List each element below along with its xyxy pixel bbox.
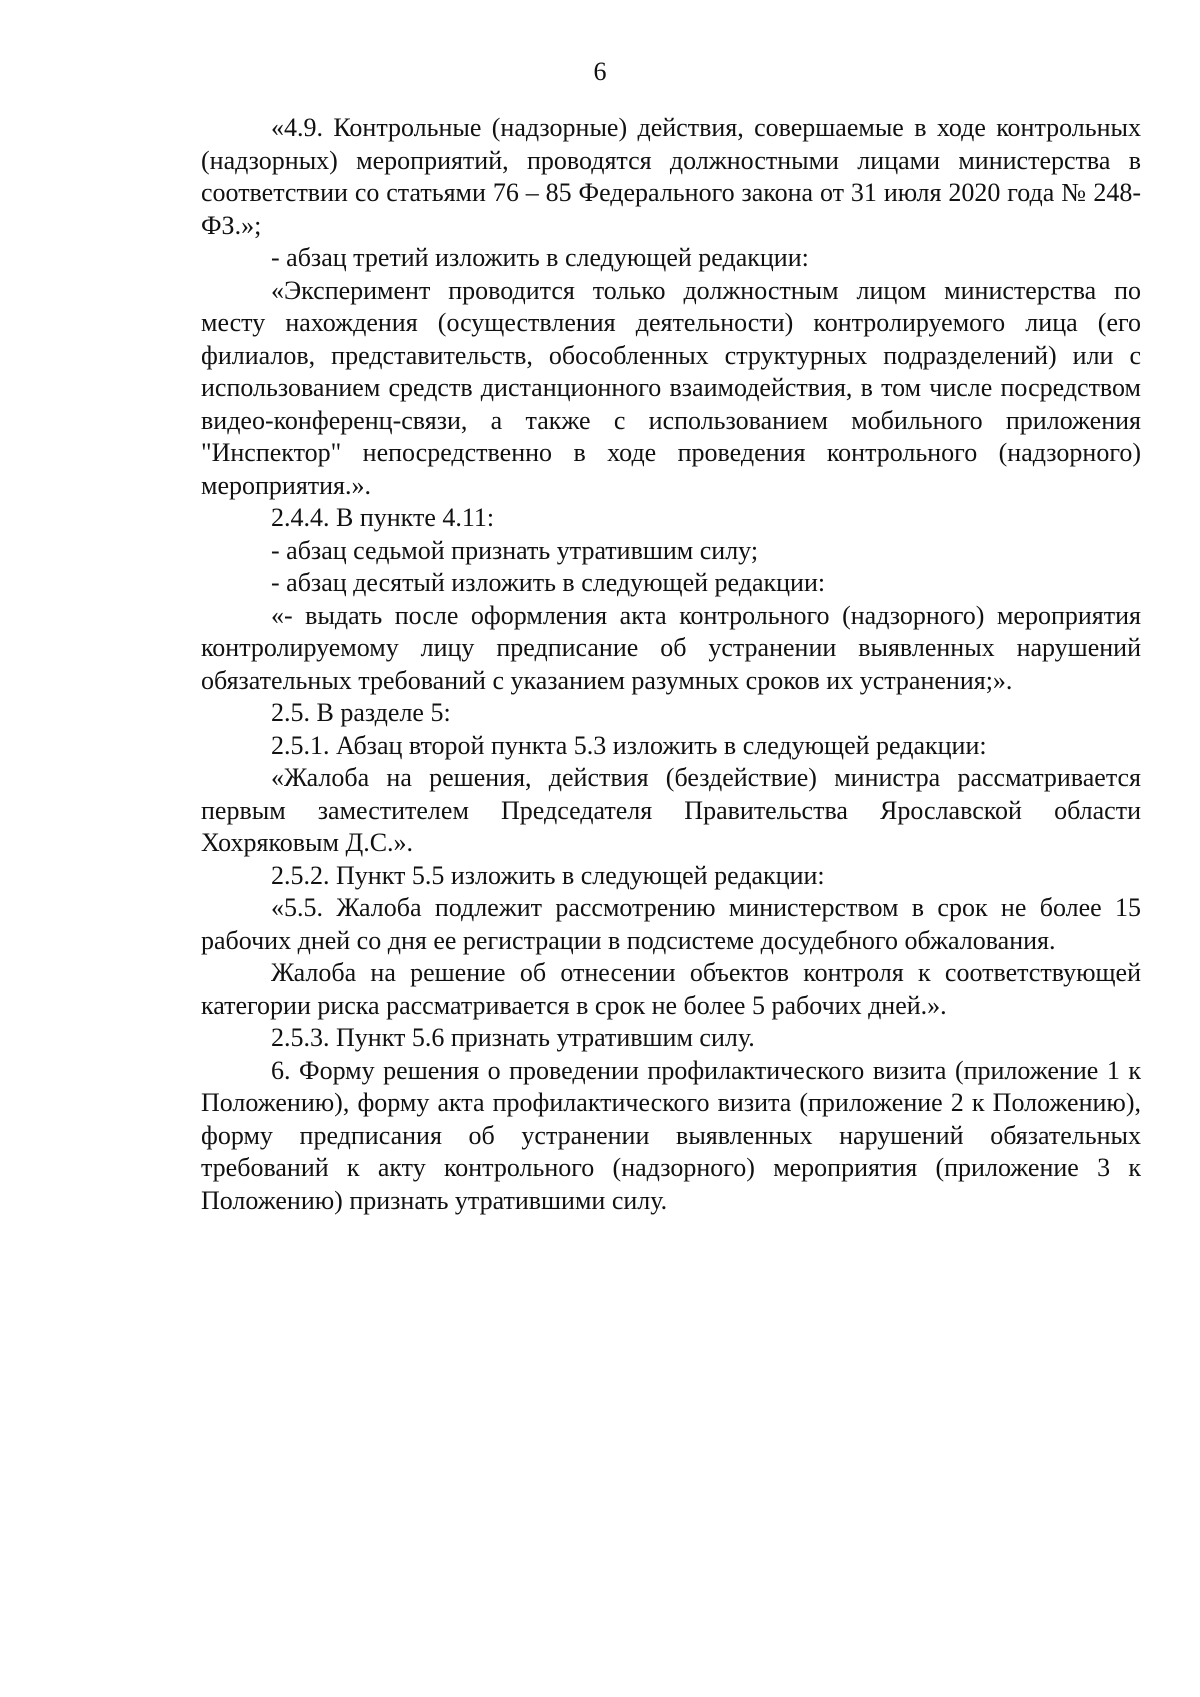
paragraph-risk-category-complaint: Жалоба на решение об отнесении объектов контроля к соответствующей категории риска рассматривается в срок не более 5 рабочих дней.». bbox=[201, 958, 1141, 1020]
paragraph-2-4-4: 2.4.4. В пункте 4.11: bbox=[271, 503, 495, 532]
page-number: 6 bbox=[593, 57, 607, 86]
document-body bbox=[201, 112, 1141, 1217]
paragraph-third-abzac-instruction: - абзац третий изложить в следующей редакции: bbox=[271, 243, 809, 272]
paragraph-issue-order-text: «- выдать после оформления акта контрольного (надзорного) мероприятия контролируемому лицу предписание об устранении выявленных нарушений обязательных требований с указанием разумных сроков их устранения;». bbox=[201, 600, 1141, 695]
paragraph-4-9-text: «4.9. Контрольные (надзорные) действия, совершаемые в ходе контрольных (надзорных) мероприятий, проводятся должностными лицами министерства в соответствии со статьями 76 – 85 Федерального закона от 31 июля 2020 года № 248-ФЗ.»; bbox=[201, 113, 1141, 240]
paragraph-complaint-minister: «Жалоба на решения, действия (бездействие) министра рассматривается первым заместителем Председателя Правительства Ярославской области Хохряковым Д.С.». bbox=[201, 763, 1141, 857]
paragraph-2-5-3: 2.5.3. Пункт 5.6 признать утратившим силу. bbox=[271, 1023, 755, 1052]
paragraph-experiment-text: «Эксперимент проводится только должностным лицом министерства по месту нахождения (осуществления деятельности) контролируемого лица (его филиалов, представительств, обособленных структурных подразделений) или с использованием средств дистанционного взаимодействия, в том числе посредством видео-конференц-связи, а также с использованием мобильного приложения "Инспектор" непосредственно в ходе проведения контрольного (надзорного) мероприятия.». bbox=[201, 275, 1141, 500]
paragraph-6-forms: 6. Форму решения о проведении профилактического визита (приложение 1 к Положению), форму акта профилактического визита (приложение 2 к Положению), форму предписания об устранении выявленных нарушений обязательных требований к акту контрольного (надзорного) мероприятия (приложение 3 к Положению) признать утратившими силу. bbox=[201, 1055, 1141, 1215]
paragraph-5-5-text: «5.5. Жалоба подлежит рассмотрению министерством в срок не более 15 рабочих дней со дня ее регистрации в подсистеме досудебного обжалования. bbox=[201, 893, 1141, 955]
paragraph-tenth-abzac-instruction: - абзац десятый изложить в следующей редакции: bbox=[271, 568, 826, 597]
paragraph-2-5: 2.5. В разделе 5: bbox=[271, 698, 451, 727]
paragraph-seventh-abzac: - абзац седьмой признать утратившим силу; bbox=[271, 535, 759, 565]
paragraph-2-5-1: 2.5.1. Абзац второй пункта 5.3 изложить в следующей редакции: bbox=[271, 730, 987, 760]
paragraph-2-5-2: 2.5.2. Пункт 5.5 изложить в следующей редакции: bbox=[271, 860, 825, 890]
